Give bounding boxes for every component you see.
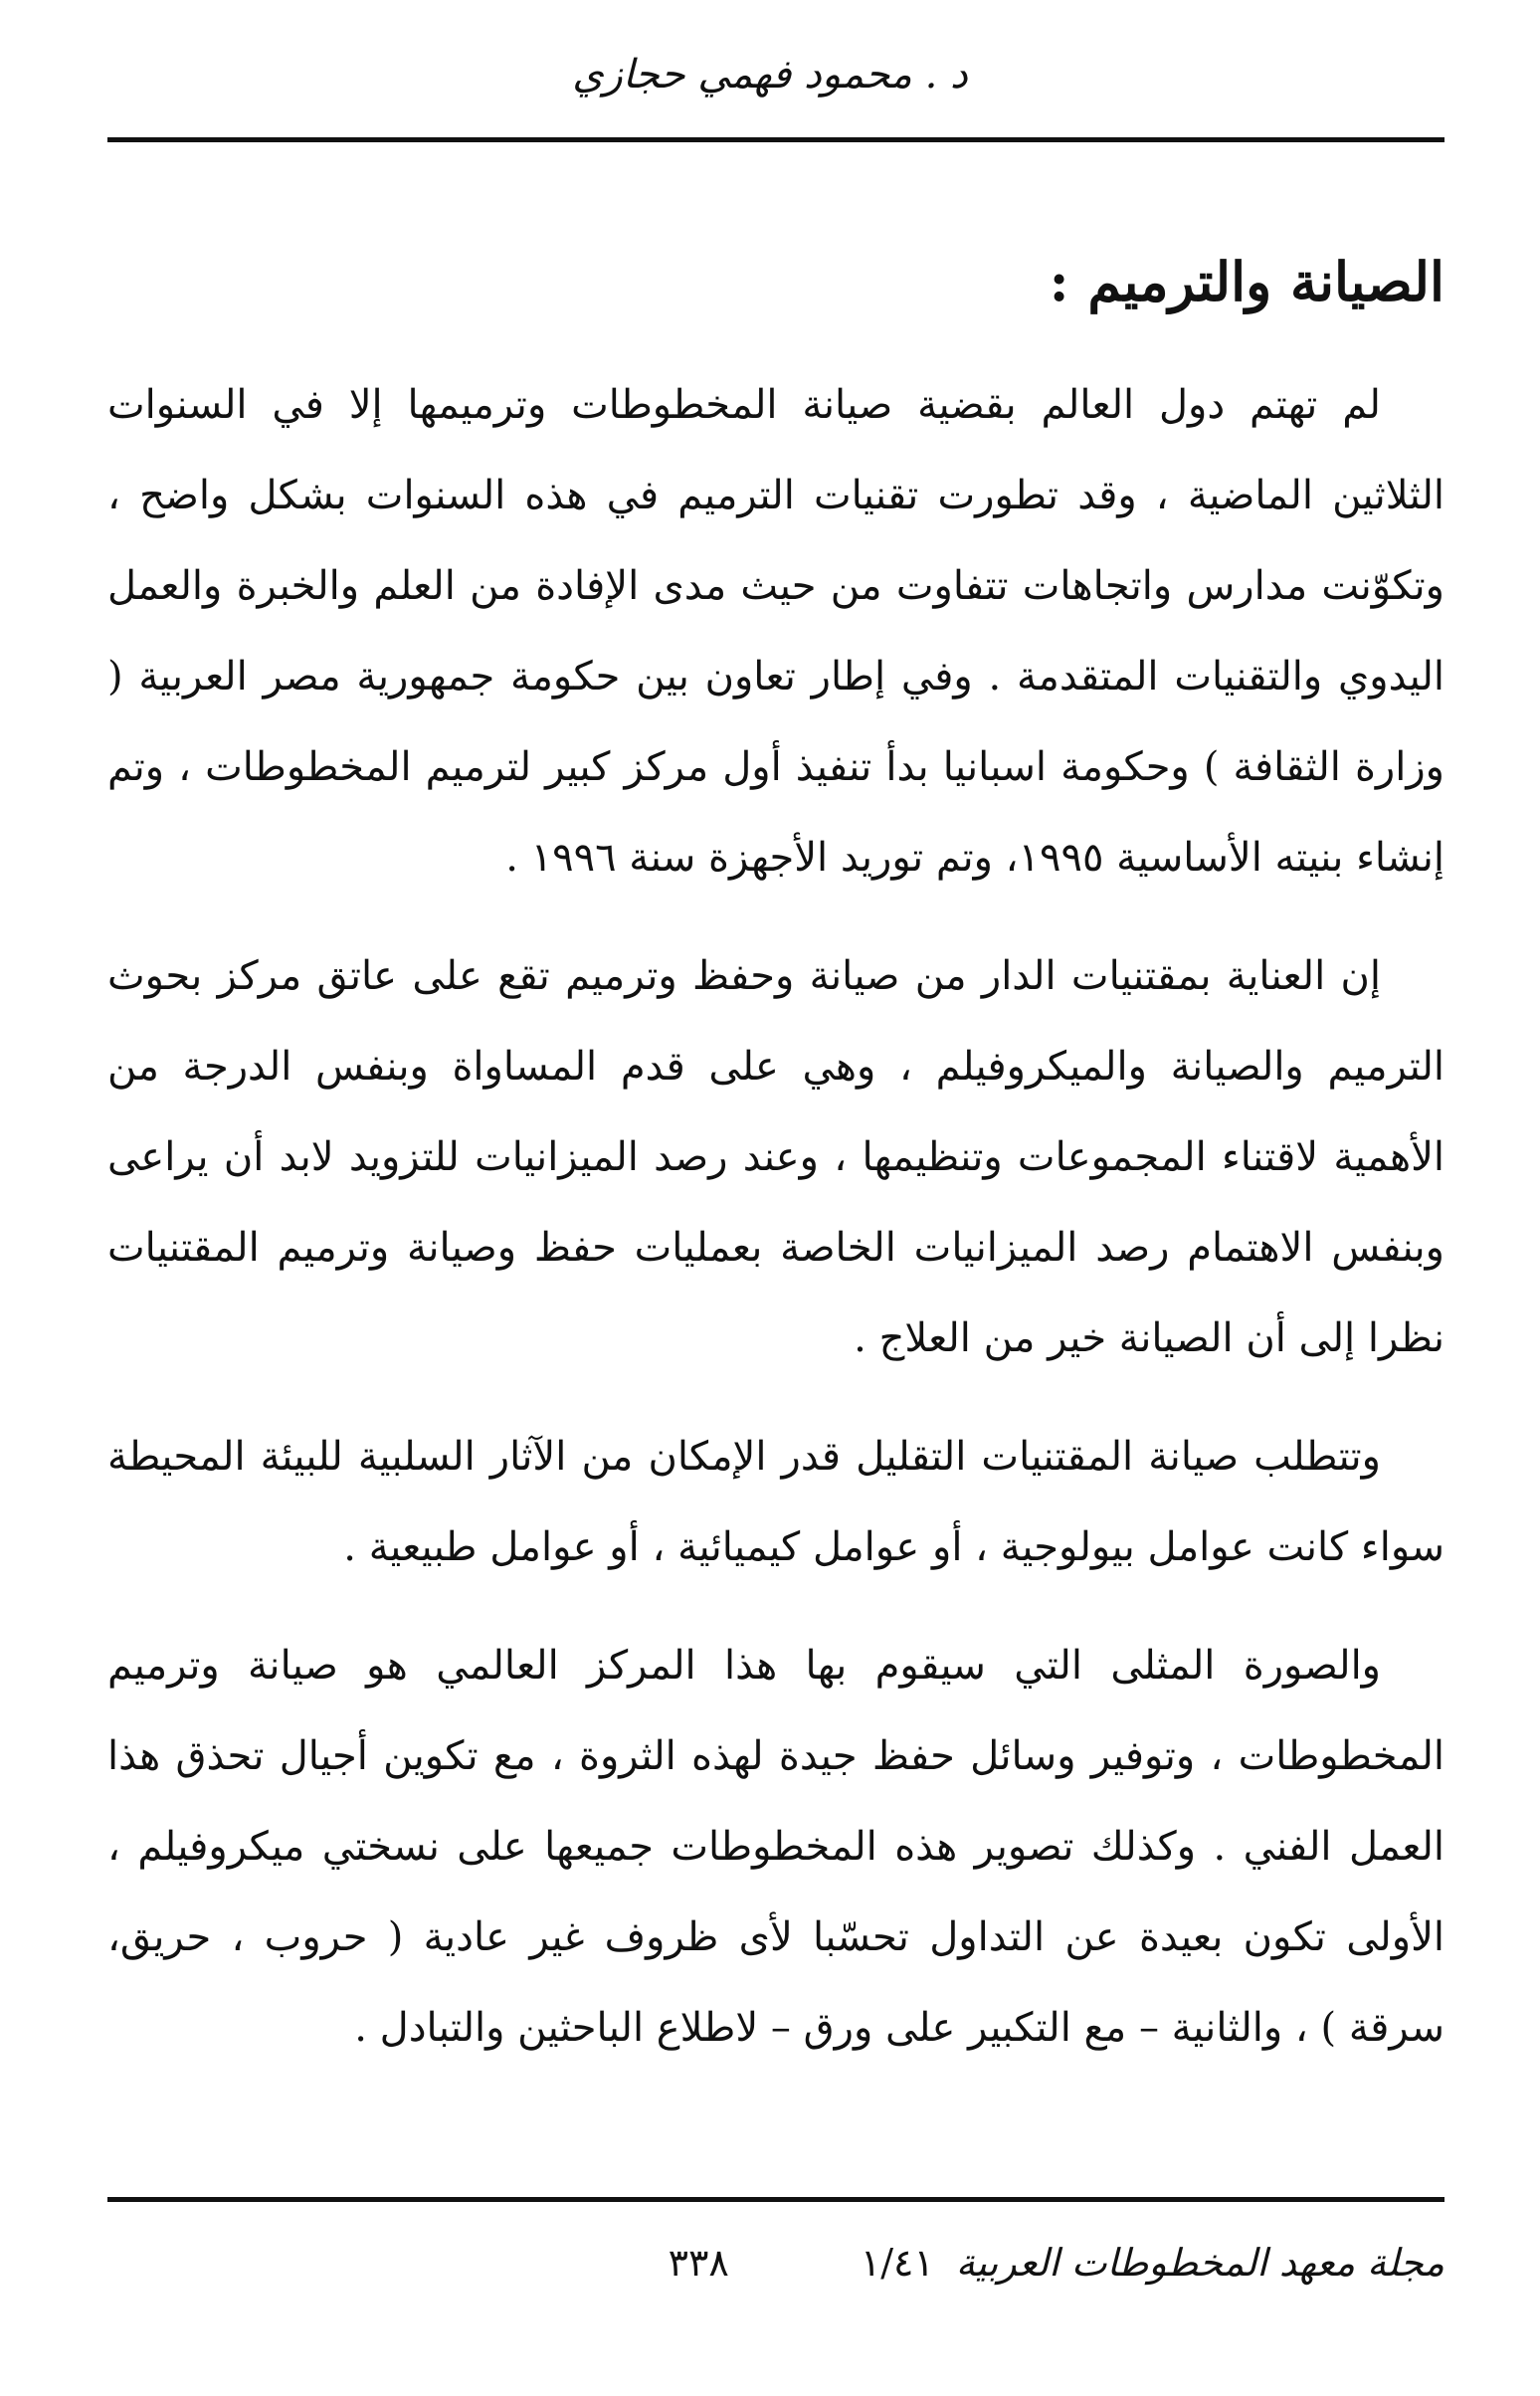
page-footer (669, 2241, 1444, 2285)
page-number: ٣٣٨ (668, 2241, 729, 2285)
running-header-author: د . محمود فهمي حجازي (572, 52, 968, 98)
section-heading: الصيانة والترميم : (1049, 250, 1444, 313)
footer-journal-name: مجلة معهد المخطوطات العربية (955, 2241, 1444, 2285)
paragraph-4: والصورة المثلى التي سيقوم بها هذا المركز العالمي هو صيانة وترميم المخطوطات ، وتوفير وسائل حفظ جيدة لهذه الثروة ، مع تكوين أجيال تحذق هذا العمل الفني . وكذلك تصوير هذه المخطوطات جميعها على نسختي ميكروفيلم ، الأولى تكون بعيدة عن التداول تحسّبا لأى ظروف غير عادية ( حروب ، حريق، سرقة ) ، والثانية – مع التكبير على ورق – لاطلاع الباحثين والتبادل . (107, 1642, 1444, 2051)
main-content (107, 249, 1444, 2101)
footer-issue: ١/٤١ (860, 2241, 934, 2285)
paragraph-3: وتتطلب صيانة المقتنيات التقليل قدر الإمكان من الآثار السلبية للبيئة المحيطة سواء كانت عوامل بيولوجية ، أو عوامل كيميائية ، أو عوامل طبيعية . (107, 1433, 1444, 1570)
paragraph-1: لم تهتم دول العالم بقضية صيانة المخطوطات وترميمها إلا في السنوات الثلاثين الماضية ، وقد تطورت تقنيات الترميم في هذه السنوات بشكل واضح ، وتكوّنت مدارس واتجاهات تتفاوت من حيث مدى الإفادة من العلم والخبرة والعمل اليدوي والتقنيات المتقدمة . وفي إطار تعاون بين حكومة جمهورية مصر العربية ( وزارة الثقافة ) وحكومة اسبانيا بدأ تنفيذ أول مركز كبير لترميم المخطوطات ، وتم إنشاء بنيته الأساسية ١٩٩٥، وتم توريد الأجهزة سنة ١٩٩٦ . (107, 381, 1444, 881)
paragraph-2: إن العناية بمقتنيات الدار من صيانة وحفظ وترميم تقع على عاتق مركز بحوث الترميم والصيانة والميكروفيلم ، وهي على قدم المساواة وبنفس الدرجة من الأهمية لاقتناء المجموعات وتنظيمها ، وعند رصد الميزانيات للتزويد لابد أن يراعى وبنفس الاهتمام رصد الميزانيات الخاصة بعمليات حفظ وصيانة وترميم المقتنيات نظرا إلى أن الصيانة خير من العلاج . (107, 952, 1444, 1361)
footer-rule (107, 2197, 1444, 2202)
header-rule (107, 137, 1444, 142)
